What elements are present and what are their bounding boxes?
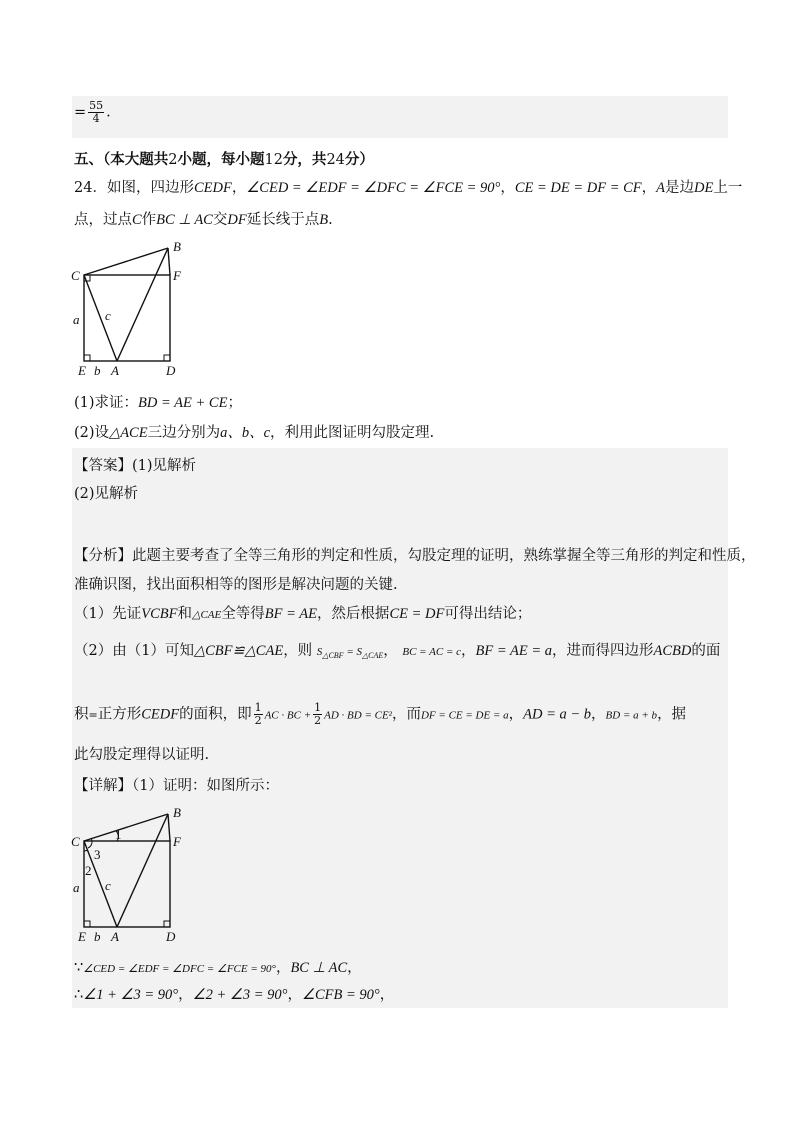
segment-bf: [168, 248, 170, 275]
label-c-side: c: [105, 308, 111, 323]
label-a: A: [111, 363, 119, 378]
question-1: (1)求证：BD = AE + CE；: [74, 395, 242, 411]
label-a-2: A: [111, 929, 119, 944]
figure-2: [70, 802, 190, 944]
label-c-side-2: c: [105, 878, 111, 893]
label-d-2: D: [166, 929, 176, 944]
label-e: E: [78, 363, 86, 378]
label-b-side: b: [94, 363, 101, 378]
segment-ba-2: [117, 814, 168, 927]
label-angle-1: 1: [115, 827, 122, 842]
figure-1: [70, 238, 190, 378]
proof-line-1: ∵∠CED = ∠EDF = ∠DFC = ∠FCE = 90°，BC ⊥ AC，: [74, 960, 362, 976]
analysis-step-2b: 积=正方形CEDF的面积，即 $\frac{1}{2}$ AC · BC + $\frac{1}{2}$ AD · BD = CE²，而DF = CE = DE = a，AD = a − b，BD = a + b，据: [74, 701, 687, 727]
label-d: D: [166, 363, 176, 378]
answer-line-2: (2)见解析: [74, 486, 139, 502]
right-angle-mark-e: [84, 355, 90, 361]
label-angle-3: 3: [94, 847, 101, 862]
answer-line-1: 【答案】(1)见解析: [74, 458, 197, 474]
problem-line-2: 点，过点C作BC ⊥ AC交DF延长线于点B.: [74, 212, 333, 228]
label-b: B: [173, 239, 181, 254]
label-c: C: [71, 268, 80, 283]
top-result: = $\frac{55}{4}$ .: [74, 99, 111, 125]
analysis-step-2: （2）由（1）可知△CBF≌△CAE，则 $S_{\triangle CBF} = S_{\triangle CAE}$， BC = AC = c，BF = AE = a，进而得四边形ACBD的面: [74, 643, 721, 661]
segment-ba: [117, 248, 168, 361]
segment-ca: [84, 275, 117, 361]
right-angle-mark-e-2: [84, 921, 90, 927]
segment-ca-2: [84, 841, 117, 927]
question-2: (2)设△ACE三边分别为a、b、c，利用此图证明勾股定理.: [74, 425, 435, 441]
label-b-side-2: b: [94, 929, 101, 944]
square-cedf: [84, 275, 170, 361]
label-f: F: [173, 268, 181, 283]
segment-cb: [84, 248, 168, 275]
label-angle-2: 2: [85, 863, 92, 878]
segment-cb-2: [84, 814, 168, 841]
label-c-2: C: [71, 834, 80, 849]
proof-line-2: ∴∠1 + ∠3 = 90°，∠2 + ∠3 = 90°，∠CFB = 90°，: [74, 987, 395, 1003]
analysis-line-2: 准确识图，找出面积相等的图形是解决问题的关键.: [74, 577, 398, 593]
label-b-2: B: [173, 805, 181, 820]
right-angle-mark-d: [164, 355, 170, 361]
right-angle-mark-d-2: [164, 921, 170, 927]
label-a-side: a: [73, 312, 80, 327]
label-a-side-2: a: [73, 880, 80, 895]
detail-heading: 【详解】（1）证明：如图所示：: [74, 778, 279, 794]
section-heading: 五、（本大题共2小题，每小题12分，共24分）: [74, 151, 374, 168]
analysis-line-last: 此勾股定理得以证明.: [74, 747, 210, 763]
analysis-step-1: （1）先证VCBF和△CAE全等得BF = AE，然后根据CE = DF可得出结论；: [74, 606, 532, 622]
label-e-2: E: [78, 929, 86, 944]
segment-bf-2: [168, 814, 170, 841]
label-f-2: F: [173, 834, 181, 849]
analysis-line-1: 【分析】此题主要考查了全等三角形的判定和性质，勾股定理的证明，熟练掌握全等三角形的判定和性质，: [74, 548, 756, 564]
problem-line-1: 24．如图，四边形CEDF，∠CED = ∠EDF = ∠DFC = ∠FCE = 90°，CE = DE = DF = CF，A是边DE上一: [74, 180, 743, 196]
answer-block-top: [72, 96, 728, 138]
